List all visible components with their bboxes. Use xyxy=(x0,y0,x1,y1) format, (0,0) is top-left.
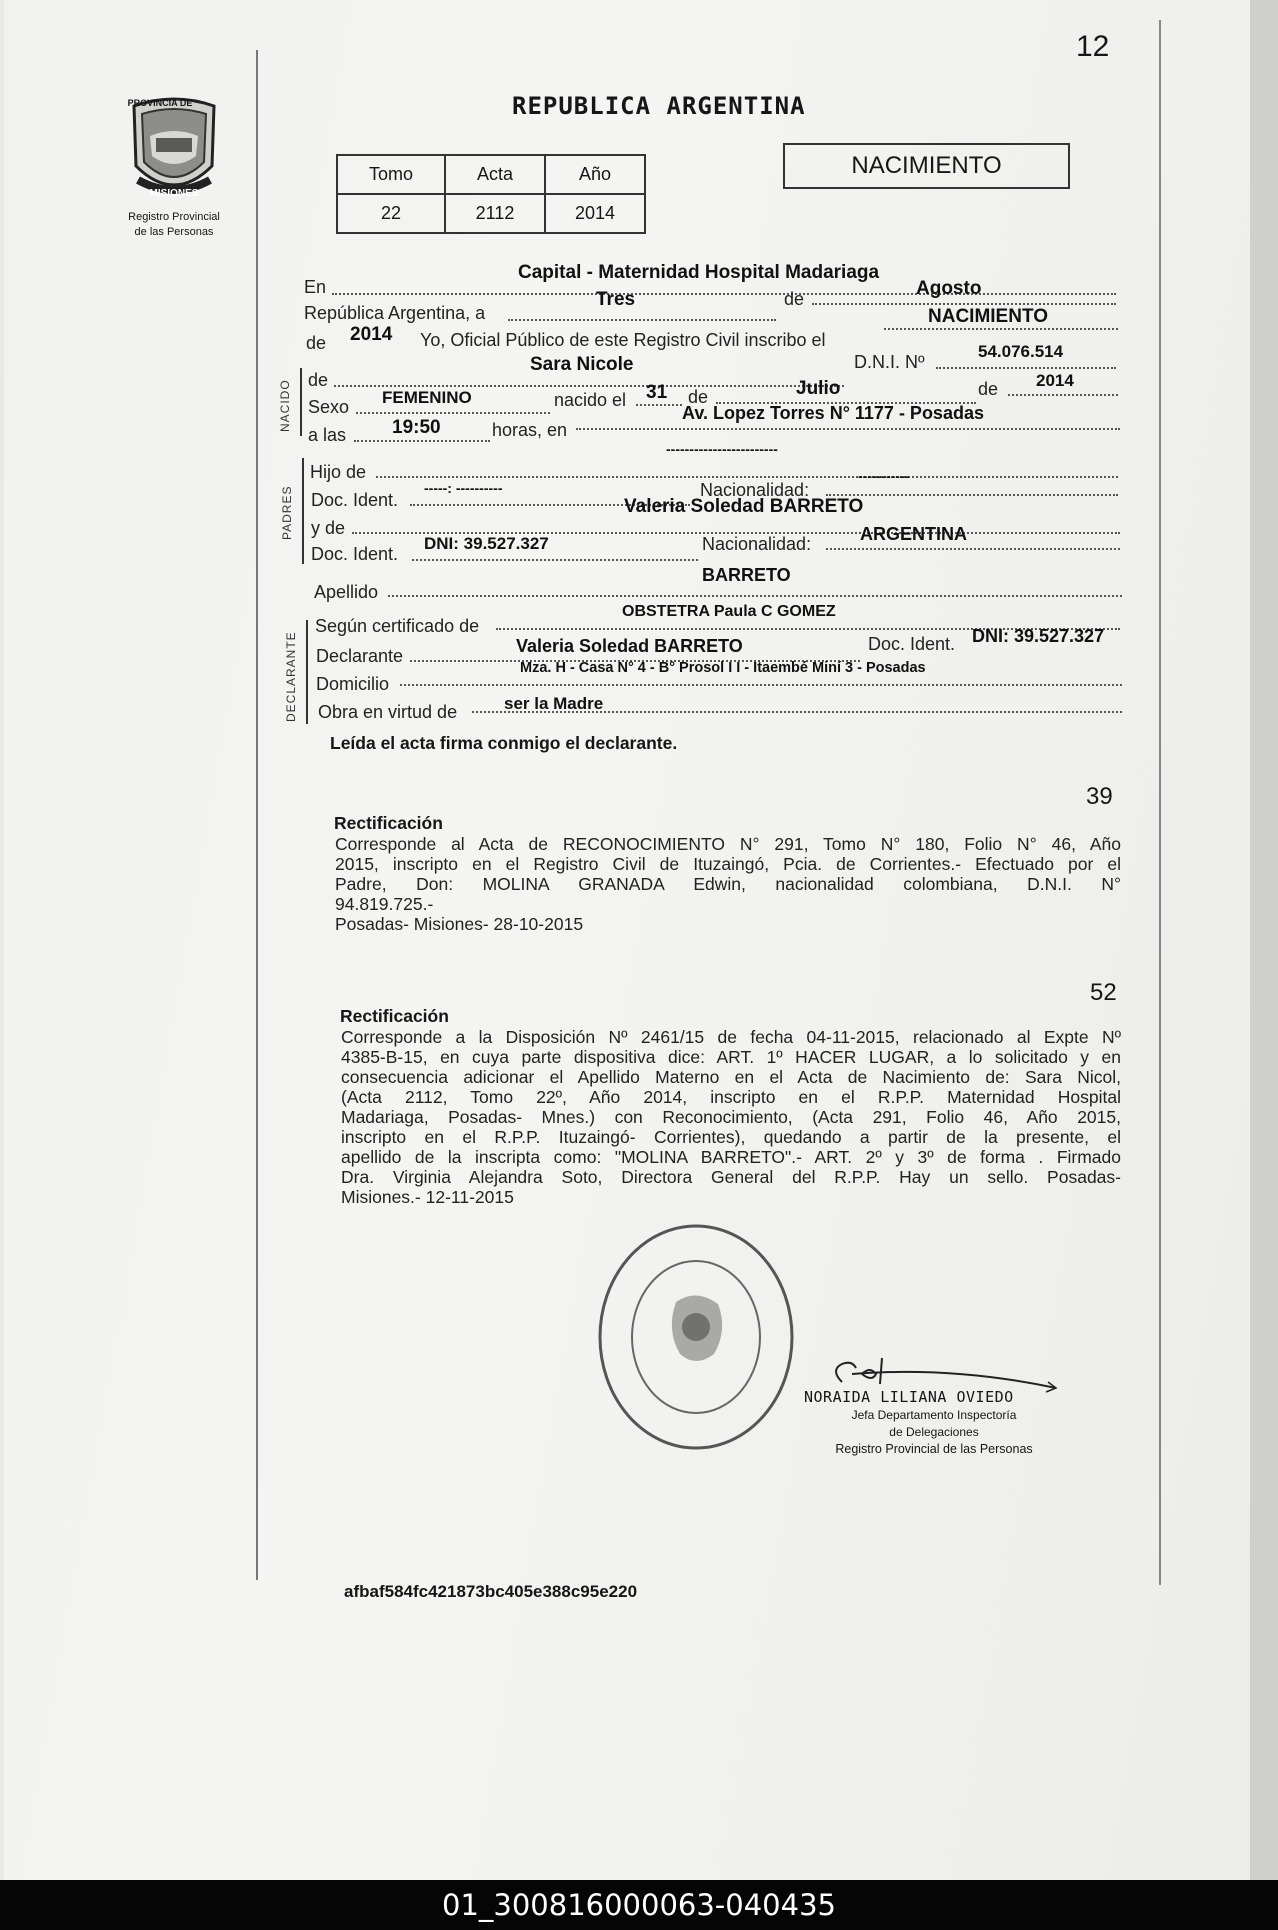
declarante-name: Valeria Soledad BARRETO xyxy=(516,636,743,656)
text-line: Corresponde a la Disposición Nº 2461/15 de fecha 04-11-2015, relacionado al Expte Nº xyxy=(341,1027,1121,1047)
text-line: Padre, Don: MOLINA GRANADA Edwin, nacionalidad colombiana, D.N.I. N° xyxy=(335,874,1121,894)
text-line: Madariaga, Posadas- Mnes.) con Reconocimiento, (Acta 291, Folio 46, Año 2015, xyxy=(341,1107,1121,1127)
page-edge-shadow xyxy=(1250,0,1278,1880)
page-number: 12 xyxy=(1076,30,1110,63)
y-de-label: y de xyxy=(311,518,346,538)
father-nationality-label: Nacionalidad: xyxy=(700,480,810,500)
apellido-label: Apellido xyxy=(314,582,379,602)
nacido-section-label: NACIDO xyxy=(278,379,292,432)
mother-nationality: ARGENTINA xyxy=(860,524,967,544)
dotted-line xyxy=(826,494,1118,496)
padres-section-label: PADRES xyxy=(280,485,294,540)
anio-header: Año xyxy=(545,155,645,194)
dotted-line xyxy=(400,684,1122,686)
dotted-line xyxy=(884,328,1118,330)
birth-place: Av. Lopez Torres N° 1177 - Posadas xyxy=(682,403,984,423)
dotted-line xyxy=(412,559,698,561)
birth-time: 19:50 xyxy=(392,417,441,438)
year-value: 2014 xyxy=(350,324,393,345)
en-label: En xyxy=(304,277,327,297)
sexo-label: Sexo xyxy=(308,397,350,417)
mother-nationality-label: Nacionalidad: xyxy=(702,534,812,554)
text-line: Misiones.- 12-11-2015 xyxy=(341,1187,514,1207)
day-value: Tres xyxy=(596,289,636,310)
registry-label-1: Registro Provincial xyxy=(128,211,220,223)
dotted-line xyxy=(354,440,490,442)
country-title: REPUBLICA ARGENTINA xyxy=(512,92,806,120)
signatory-title-3: Registro Provincial de las Personas xyxy=(835,1442,1033,1456)
logo-top-text: PROVINCIA DE xyxy=(127,98,193,108)
rectificacion-2-text xyxy=(341,1027,1121,1207)
scan-id: 01_300816000063-040435 xyxy=(442,1888,836,1922)
child-name: Sara Nicole xyxy=(530,354,634,375)
declarante-section-label: DECLARANTE xyxy=(284,631,298,722)
official-seal-stamp xyxy=(596,1222,796,1452)
text-line: 2015, inscripto en el Registro Civil de Ituzaingó, Pcia. de Corrientes.- Efectuado por el xyxy=(335,854,1121,874)
dotted-line xyxy=(332,293,1116,295)
domicilio-value: Mza. H - Casa N° 4 - B° Prosol I I - Itaembé Miní 3 - Posadas xyxy=(520,660,926,676)
dotted-line xyxy=(334,385,844,387)
sexo-value: FEMENINO xyxy=(382,388,472,407)
logo-bottom-text: MISIONES xyxy=(149,188,199,199)
oficial-text: Yo, Oficial Público de este Registro Civil inscribo el xyxy=(420,330,826,350)
text-line: apellido de la inscripta como: "MOLINA BARRETO".- ART. 2º y 3º de forma . Firmado xyxy=(341,1147,1121,1167)
text-line: consecuencia adicionar el Apellido Materno en el Acta de Nacimiento de: Sara Nicol, xyxy=(341,1067,1121,1087)
mother-name: Valeria Soledad BARRETO xyxy=(624,496,864,517)
signatory-name: NORAIDA LILIANA OVIEDO xyxy=(804,1388,1014,1406)
declarante-doc-label: Doc. Ident. xyxy=(868,634,956,654)
child-dni: 54.076.514 xyxy=(978,342,1064,361)
domicilio-label: Domicilio xyxy=(316,674,390,694)
text-line: (Acta 2112, Tomo 22º, Año 2014, inscripto en el R.P.P. Maternidad Hospital xyxy=(341,1087,1121,1107)
birth-de-label: de xyxy=(688,387,709,407)
rectificacion-2-title: Rectificación xyxy=(340,1006,449,1026)
birth-de-year-label: de xyxy=(978,379,999,399)
obra-value: ser la Madre xyxy=(504,694,604,713)
tomo-header: Tomo xyxy=(337,155,445,194)
certificado-value: OBSTETRA Paula C GOMEZ xyxy=(622,603,836,620)
rectificacion-1-number: 39 xyxy=(1086,783,1113,810)
obra-label: Obra en virtud de xyxy=(318,702,458,722)
dotted-line xyxy=(508,319,776,321)
de-year-label: de xyxy=(306,333,327,353)
father-doc: -----: ---------- xyxy=(424,480,503,496)
text-line: Corresponde al Acta de RECONOCIMIENTO N° 291, Tomo N° 180, Folio N° 46, Año xyxy=(335,834,1121,854)
text-line: Posadas- Misiones- 28-10-2015 xyxy=(335,914,584,934)
signatory-title-1: Jefa Departamento Inspectoría xyxy=(851,1408,1017,1422)
segun-label: Según certificado de xyxy=(315,616,480,636)
a-las-label: a las xyxy=(308,425,347,445)
dotted-line xyxy=(936,367,1116,369)
tomo-value: 22 xyxy=(337,194,445,233)
rectificacion-2-number: 52 xyxy=(1090,979,1117,1006)
text-line: 94.819.725.- xyxy=(335,894,434,914)
dotted-line xyxy=(1008,394,1118,396)
father-doc-label: Doc. Ident. xyxy=(311,490,399,510)
de-label: de xyxy=(784,289,805,309)
father-nationality: ----------- xyxy=(858,468,910,484)
dotted-line xyxy=(376,476,1118,478)
rectificacion-1-text xyxy=(335,834,1121,934)
birth-year: 2014 xyxy=(1036,371,1074,390)
right-page-border xyxy=(1159,20,1161,1585)
acta-header: Acta xyxy=(445,155,545,194)
registry-label-2: de las Personas xyxy=(134,226,214,238)
nacido-el-label: nacido el xyxy=(554,390,627,410)
dotted-line xyxy=(812,303,1116,305)
record-type-box: NACIMIENTO xyxy=(783,143,1070,189)
declarante-doc: DNI: 39.527.327 xyxy=(972,626,1105,646)
place-value: Capital - Maternidad Hospital Madariaga xyxy=(518,262,880,283)
mother-doc: DNI: 39.527.327 xyxy=(424,534,549,553)
dotted-line xyxy=(826,548,1120,550)
text-line: 4385-B-15, en cuya parte dispositiva dice: ART. 1º HACER LUGAR, a lo solicitado y en xyxy=(341,1047,1121,1067)
document-hash: afbaf584fc421873bc405e388c95e220 xyxy=(344,1582,638,1601)
dotted-line xyxy=(576,428,1120,430)
birth-month: Julio xyxy=(796,378,841,399)
rectificacion-1-title: Rectificación xyxy=(334,813,443,833)
mother-doc-label: Doc. Ident. xyxy=(311,544,399,564)
dotted-line xyxy=(388,595,1122,597)
hijo-de-label: Hijo de xyxy=(310,462,367,482)
dotted-line xyxy=(636,404,682,406)
nacido-de-label: de xyxy=(308,370,329,390)
nacido-section-bar xyxy=(300,368,302,436)
republica-label: República Argentina, a xyxy=(304,303,486,323)
apellido-value: BARRETO xyxy=(702,565,791,585)
record-table xyxy=(336,154,646,234)
anio-value: 2014 xyxy=(545,194,645,233)
horas-en-label: horas, en xyxy=(492,420,568,440)
month-value: Agosto xyxy=(916,278,982,299)
signatory-title-2: de Delegaciones xyxy=(889,1425,979,1439)
text-line: Dra. Virginia Alejandra Soto, Directora General del R.P.P. Hay un sello. Posadas- xyxy=(341,1167,1121,1187)
record-type-value: NACIMIENTO xyxy=(928,306,1048,327)
acta-value: 2112 xyxy=(445,194,545,233)
left-page-border xyxy=(256,50,258,1580)
declarante-label: Declarante xyxy=(316,646,404,666)
closing-statement: Leída el acta firma conmigo el declarante. xyxy=(330,733,678,753)
dotted-line xyxy=(356,412,550,414)
nacido-dash-line: ------------------------ xyxy=(666,441,778,457)
text-line: inscripto en el R.P.P. Ituzaingó- Corrientes), quedando a partir de la presente, el xyxy=(341,1127,1121,1147)
padres-section-bar xyxy=(302,458,304,564)
declarante-section-bar xyxy=(306,620,308,724)
birth-day: 31 xyxy=(646,382,668,403)
dni-label: D.N.I. Nº xyxy=(854,352,925,372)
